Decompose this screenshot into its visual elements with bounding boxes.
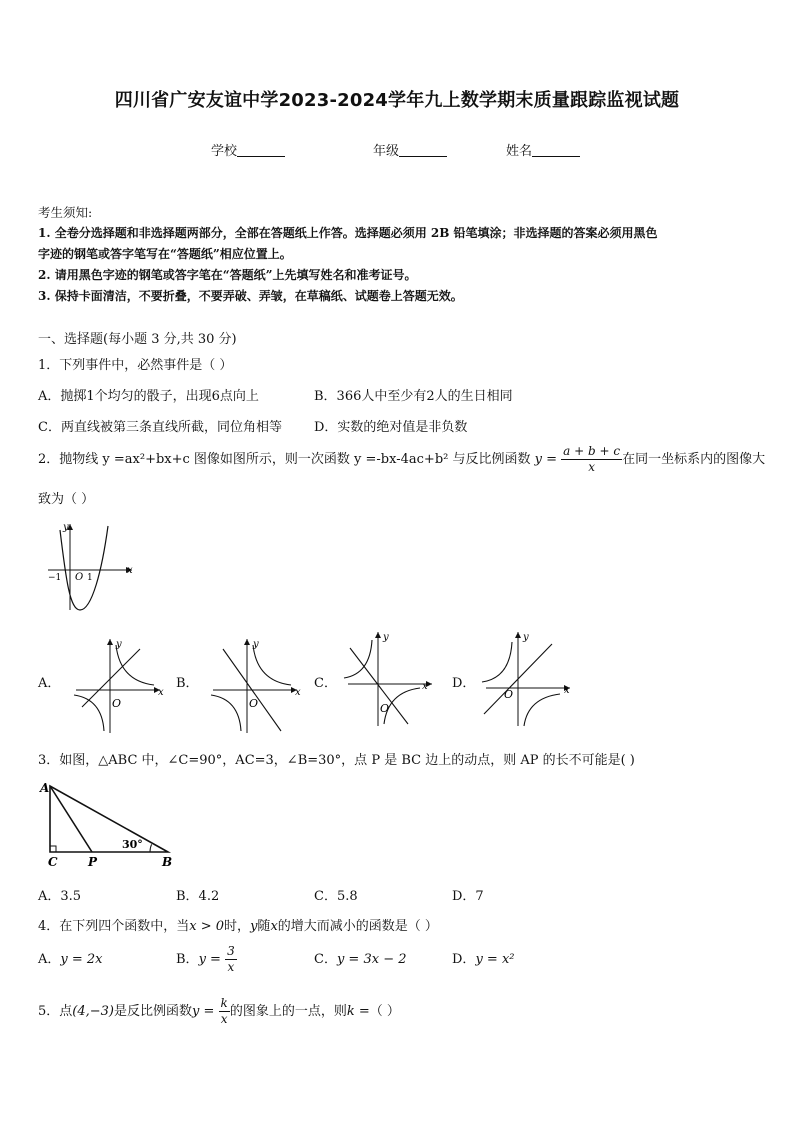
- q5-point: (4,−3): [72, 1004, 114, 1019]
- point-p-label: P: [88, 855, 98, 869]
- q4-option-b-lhs: y =: [198, 952, 221, 967]
- q2-option-b-graph: [205, 635, 305, 735]
- q2-frac-lhs: y =: [534, 452, 558, 467]
- y-axis-arrow-icon: [515, 632, 521, 638]
- q4-stem: [38, 915, 438, 934]
- q4-stem-part-2: 时，: [224, 919, 251, 934]
- origin-label: O: [504, 688, 514, 701]
- q4-option-b-fraction: [225, 944, 237, 975]
- q4-option-b-numerator: 3: [227, 944, 235, 958]
- q2-option-a-graph: [68, 635, 168, 735]
- name-field: [506, 140, 580, 159]
- q2-option-d-label: D．: [452, 676, 476, 691]
- q4-stem-part-4: 的增大而减小的函数是（ ）: [277, 919, 438, 934]
- q5-stem: [38, 994, 400, 1030]
- q2-parabola-figure: [40, 520, 140, 612]
- q5-stem-part-2: 是反比例函数: [114, 1004, 193, 1019]
- q4-option-c-expr: y = 3x − 2: [336, 952, 407, 967]
- vertex-b-label: B: [162, 855, 173, 869]
- q1-stem: 1．下列事件中，必然事件是（ ）: [38, 358, 233, 373]
- x-axis-label: x: [564, 685, 570, 696]
- q5-lhs: y =: [192, 1004, 215, 1019]
- q4-option-d: [452, 943, 514, 977]
- hyperbola-branch-2: [211, 695, 241, 731]
- vertex-c-label: C: [48, 855, 58, 869]
- q2-stem-line-1: [38, 444, 765, 475]
- q1-option-d: D．实数的绝对值是非负数: [314, 420, 468, 435]
- q2-option-a-label: A．: [38, 676, 61, 691]
- y-axis-label: y: [523, 632, 529, 643]
- q5-stem-part-4: （ ）: [369, 1004, 400, 1019]
- neg-one-label: −1: [48, 573, 62, 583]
- origin-label: O: [249, 697, 259, 710]
- name-blank[interactable]: [532, 142, 580, 157]
- hyperbola-branch-1: [116, 645, 154, 685]
- q3-option-a: A．3.5: [38, 889, 82, 904]
- q5-fraction: [219, 996, 230, 1027]
- q1-option-b: B．366人中至少有2人的生日相同: [314, 389, 513, 404]
- q4-stem-part-1: 4．在下列四个函数中，当: [38, 919, 190, 934]
- x-axis-label: x: [422, 681, 428, 692]
- notice-item-2: 2. 请用黑色字迹的钢笔或答字笔在“答题纸”上先填写姓名和准考证号。: [38, 268, 417, 282]
- q3-stem: 3．如图，△ABC 中，∠C=90°，AC=3，∠B=30°，点 P 是 BC 边上的动点，则 AP 的长不可能是( ): [38, 753, 635, 768]
- angle-label: 30°: [122, 838, 143, 851]
- school-label: 学校: [211, 144, 238, 159]
- q4-option-a-expr: y = 2x: [60, 952, 103, 967]
- q4-option-a-label: A．: [38, 952, 61, 967]
- q4-y: y: [250, 919, 258, 934]
- vertex-a-label: A: [40, 781, 50, 795]
- hyperbola-branch-2: [384, 688, 420, 724]
- section-heading: 一、选择题(每小题 3 分,共 30 分): [38, 332, 237, 347]
- y-axis-arrow-icon: [244, 639, 250, 645]
- segment-ap: [50, 786, 92, 852]
- notice-heading: 考生须知:: [38, 205, 93, 220]
- q1-option-a: A．抛掷1个均匀的骰子，出现6点向上: [38, 389, 259, 404]
- q2-stem-part-2: 在同一坐标系内的图像大: [622, 452, 766, 467]
- notice-item-3: 3. 保持卡面清洁，不要折叠，不要弄破、弄皱，在草稿纸、试题卷上答题无效。: [38, 289, 463, 303]
- q4-option-b-denominator: x: [227, 960, 235, 974]
- one-label: 1: [87, 573, 93, 583]
- q2-stem-line-2: 致为（ ）: [38, 492, 95, 507]
- page-title: 四川省广安友谊中学2023-2024学年九上数学期末质量跟踪监视试题: [114, 90, 680, 111]
- y-axis-label: y: [63, 522, 69, 533]
- q3-option-b: B．4.2: [176, 889, 220, 904]
- grade-field: [373, 140, 447, 159]
- triangle-abc: [50, 786, 168, 852]
- q4-option-a: [38, 943, 103, 977]
- q2-option-b-label: B．: [176, 676, 199, 691]
- x-axis-label: x: [127, 565, 133, 576]
- q4-condition: x > 0: [189, 919, 225, 934]
- notice-item-1-line-2: 字迹的钢笔或答字笔写在“答题纸”相应位置上。: [38, 247, 292, 261]
- x-axis-label: x: [295, 687, 301, 698]
- hyperbola-branch-2: [524, 694, 560, 726]
- origin-label: O: [112, 697, 122, 710]
- y-axis-arrow-icon: [375, 632, 381, 638]
- q5-stem-part-1: 5．点: [38, 1004, 73, 1019]
- q4-option-b-label: B．: [176, 952, 199, 967]
- q2-option-c-graph: [340, 628, 440, 728]
- q2-option-c-label: C．: [314, 676, 337, 691]
- q2-frac-denominator: x: [588, 460, 596, 474]
- name-label: 姓名: [506, 144, 533, 159]
- x-axis-label: x: [158, 687, 164, 698]
- hyperbola-branch-1: [253, 645, 291, 685]
- y-axis-arrow-icon: [107, 639, 113, 645]
- q3-triangle-figure: [38, 778, 178, 870]
- origin-label: O: [75, 572, 84, 583]
- q4-x: x: [270, 919, 278, 934]
- q2-fraction: [561, 444, 622, 475]
- q4-stem-part-3: 随: [257, 919, 271, 934]
- q2-option-d-graph: [478, 628, 578, 728]
- q2-stem-part-1: 2．抛物线 y =ax²+bx+c 图像如图所示，则一次函数 y =-bx-4ac+b² 与反比例函数: [38, 452, 531, 467]
- school-field: [211, 140, 285, 159]
- angle-arc: [150, 844, 152, 852]
- q4-option-c-label: C．: [314, 952, 337, 967]
- line-graph: [350, 648, 408, 724]
- q4-option-d-expr: y = x²: [475, 952, 515, 967]
- q4-option-b: [176, 943, 237, 977]
- line-graph: [82, 649, 140, 707]
- parabola-curve: [60, 526, 108, 610]
- q4-option-c: [314, 943, 407, 977]
- q5-numerator: k: [220, 996, 228, 1010]
- notice-item-1-line-1: 1. 全卷分选择题和非选择题两部分，全部在答题纸上作答。选择题必须用 2B 铅笔填涂；非选择题的答案必须用黑色: [38, 226, 658, 240]
- q3-option-c: C．5.8: [314, 889, 358, 904]
- y-axis-label: y: [116, 639, 122, 650]
- grade-label: 年级: [373, 144, 400, 159]
- q2-frac-numerator: a + b + c: [563, 444, 621, 458]
- right-angle-mark: [50, 846, 56, 852]
- q5-stem-part-3: 的图象上的一点，则: [229, 1004, 347, 1019]
- hyperbola-branch-1: [482, 642, 512, 682]
- q5-k-eq: k =: [346, 1004, 370, 1019]
- school-blank[interactable]: [237, 142, 285, 157]
- q4-option-d-label: D．: [452, 952, 476, 967]
- q3-option-d: D．7: [452, 889, 484, 904]
- q5-denominator: x: [220, 1012, 228, 1026]
- hyperbola-branch-2: [74, 695, 104, 731]
- origin-label: O: [380, 702, 390, 715]
- q1-option-c: C．两直线被第三条直线所截，同位角相等: [38, 420, 282, 435]
- y-axis-label: y: [253, 639, 259, 650]
- y-axis-label: y: [383, 632, 389, 643]
- grade-blank[interactable]: [399, 142, 447, 157]
